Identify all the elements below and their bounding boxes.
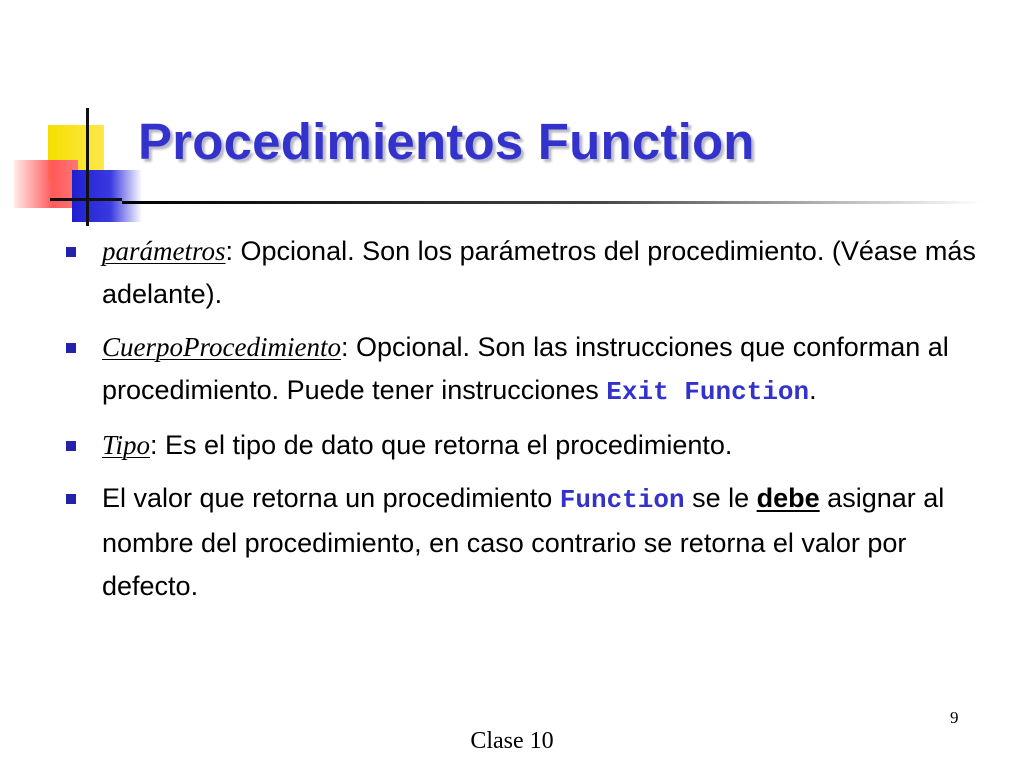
bullet-text: El valor que retorna un procedimiento: [102, 483, 560, 513]
slide-title: Procedimientos Function: [138, 113, 755, 170]
title-underline-rule: [122, 201, 982, 204]
decor-horizontal-line: [50, 198, 122, 201]
bullet-list: [62, 230, 982, 618]
emphasis-debe: debe: [756, 483, 820, 513]
page-number: 9: [950, 708, 959, 727]
code-function: Function: [559, 485, 685, 515]
bullet-marker-icon: [66, 494, 76, 504]
bullet-text: : Opcional. Son las instrucciones que conforman al procedimiento. Puede tener instrucciones: [102, 332, 949, 405]
bullet-marker-icon: [66, 343, 76, 353]
bullet-item-tipo: [62, 424, 982, 467]
decor-blue-square: [72, 170, 142, 222]
bullet-text-end: asignar al nombre del procedimiento, en caso contrario se retorna el valor por defecto.: [102, 483, 945, 601]
decor-vertical-line: [86, 108, 89, 226]
bullet-text-end: .: [809, 375, 817, 405]
footer-text: Clase 10: [470, 728, 554, 754]
bullet-text: : Opcional. Son los parámetros del procedimiento. (Véase más adelante).: [102, 236, 976, 309]
bullet-item-valor: [62, 477, 982, 608]
bullet-marker-icon: [66, 247, 76, 257]
term-cuerpo-procedimiento: CuerpoProcedimiento: [102, 332, 341, 362]
bullet-text-mid: se le: [684, 483, 757, 513]
bullet-marker-icon: [66, 441, 76, 451]
bullet-item-parametros: [62, 230, 982, 316]
term-tipo: Tipo: [102, 430, 151, 460]
bullet-item-cuerpo: [62, 326, 982, 414]
code-exit-function: Exit Function: [606, 377, 810, 407]
bullet-text: : Es el tipo de dato que retorna el procedimiento.: [150, 430, 733, 460]
term-parametros: parámetros: [102, 236, 226, 266]
